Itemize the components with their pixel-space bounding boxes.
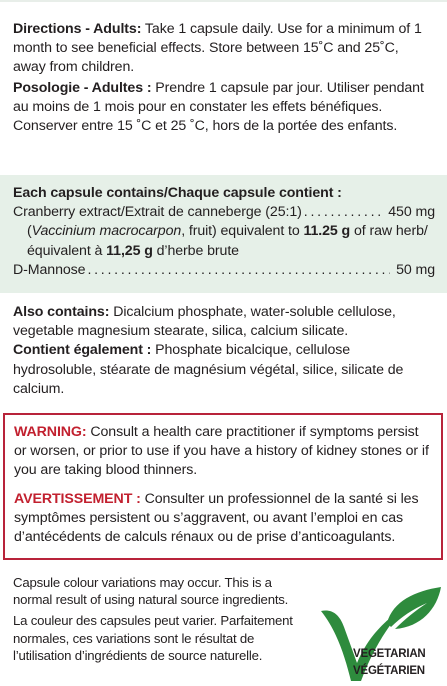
ingredient-amount: 450 mg <box>388 204 435 221</box>
detail-tail-fr: d’herbe brute <box>152 242 239 259</box>
also-contains-en <box>13 303 435 341</box>
note-fr: La couleur des capsules peut varier. Parfaitement normales, ces variations sont le résultat de l’utilisation d’ingrédients de source naturelle. <box>13 613 293 663</box>
equiv-fr: 11,25 g <box>106 242 153 259</box>
vegetarian-badge <box>317 583 445 686</box>
directions-en <box>13 20 435 78</box>
directions-fr-text: Prendre 1 capsule par jour. Utiliser pendant au moins de 1 mois pour en constater les effets bénéfiques. Conserver entre 15 ˚C et 25 ˚C, hors de la portée des enfants. <box>13 79 424 135</box>
warning-fr-title: AVERTISSEMENT : <box>14 490 141 507</box>
detail-mid: , fruit) equivalent to <box>181 223 304 240</box>
ingredient-amount: 50 mg <box>396 261 435 278</box>
badge-line-fr: VÉGÉTARIEN <box>353 665 425 677</box>
warning-fr-text: Consulter un professionnel de la santé si les symptômes persistent ou s’aggravent, ou avant l’emploi en cas d’antécédents de calculs rénaux ou de prise d’anticoagulants. <box>14 490 419 546</box>
directions-fr <box>13 79 435 137</box>
warning-fr <box>14 490 432 548</box>
latin-name: Vaccinium macrocarpon <box>31 223 182 240</box>
contents-section <box>0 175 447 293</box>
paren: ( <box>27 223 32 240</box>
directions-en-title: Directions - Adults: <box>13 21 142 37</box>
also-contains-section <box>0 303 447 399</box>
warning-en-title: WARNING: <box>14 424 87 440</box>
note-en: Capsule colour variations may occur. This is a normal result of using natural source ingredients. <box>13 575 289 608</box>
ingredient-name: D-Mannose <box>13 261 86 278</box>
also-contains-fr <box>13 341 435 399</box>
dot-leader <box>87 261 390 280</box>
directions-section <box>0 20 447 136</box>
also-contains-en-text: Dicalcium phosphate, water-soluble cellulose, vegetable magnesium stearate, silica, calcium silicate. <box>13 304 396 340</box>
ingredient-detail <box>13 222 435 260</box>
also-contains-fr-text: Phosphate bicalcique, cellulose hydrosoluble, stéarate de magnésium végétal, silice, silicate de calcium. <box>13 342 404 397</box>
also-contains-en-title: Also contains: <box>13 304 110 320</box>
warning-en <box>14 423 432 481</box>
warning-en-text: Consult a health care practitioner if symptoms persist or worsen, or prior to use if you have a history of kidney stones or if you are taking blood thinners. <box>14 424 429 479</box>
ingredient-row-mannose <box>13 261 435 280</box>
directions-fr-title: Posologie - Adultes : <box>13 79 152 96</box>
top-divider <box>0 0 447 2</box>
contents-title: Each capsule contains/Chaque capsule contient : <box>13 185 342 201</box>
ingredient-name: Cranberry extract/Extrait de canneberge (25:1) <box>13 204 302 221</box>
detail-tail-en: of raw herb/équivalent à <box>27 223 428 259</box>
also-contains-fr-title: Contient également : <box>13 342 152 359</box>
equiv-en: 11.25 g <box>303 223 351 240</box>
directions-en-text: Take 1 capsule daily. Use for a minimum of 1 month to see beneficial effects. Store between 15˚C and 25˚C, away from children. <box>13 21 422 76</box>
badge-line-en: VEGETARIAN <box>353 648 426 660</box>
dot-leader <box>304 203 383 222</box>
warning-box <box>3 413 443 560</box>
ingredient-row-cranberry <box>13 203 435 222</box>
